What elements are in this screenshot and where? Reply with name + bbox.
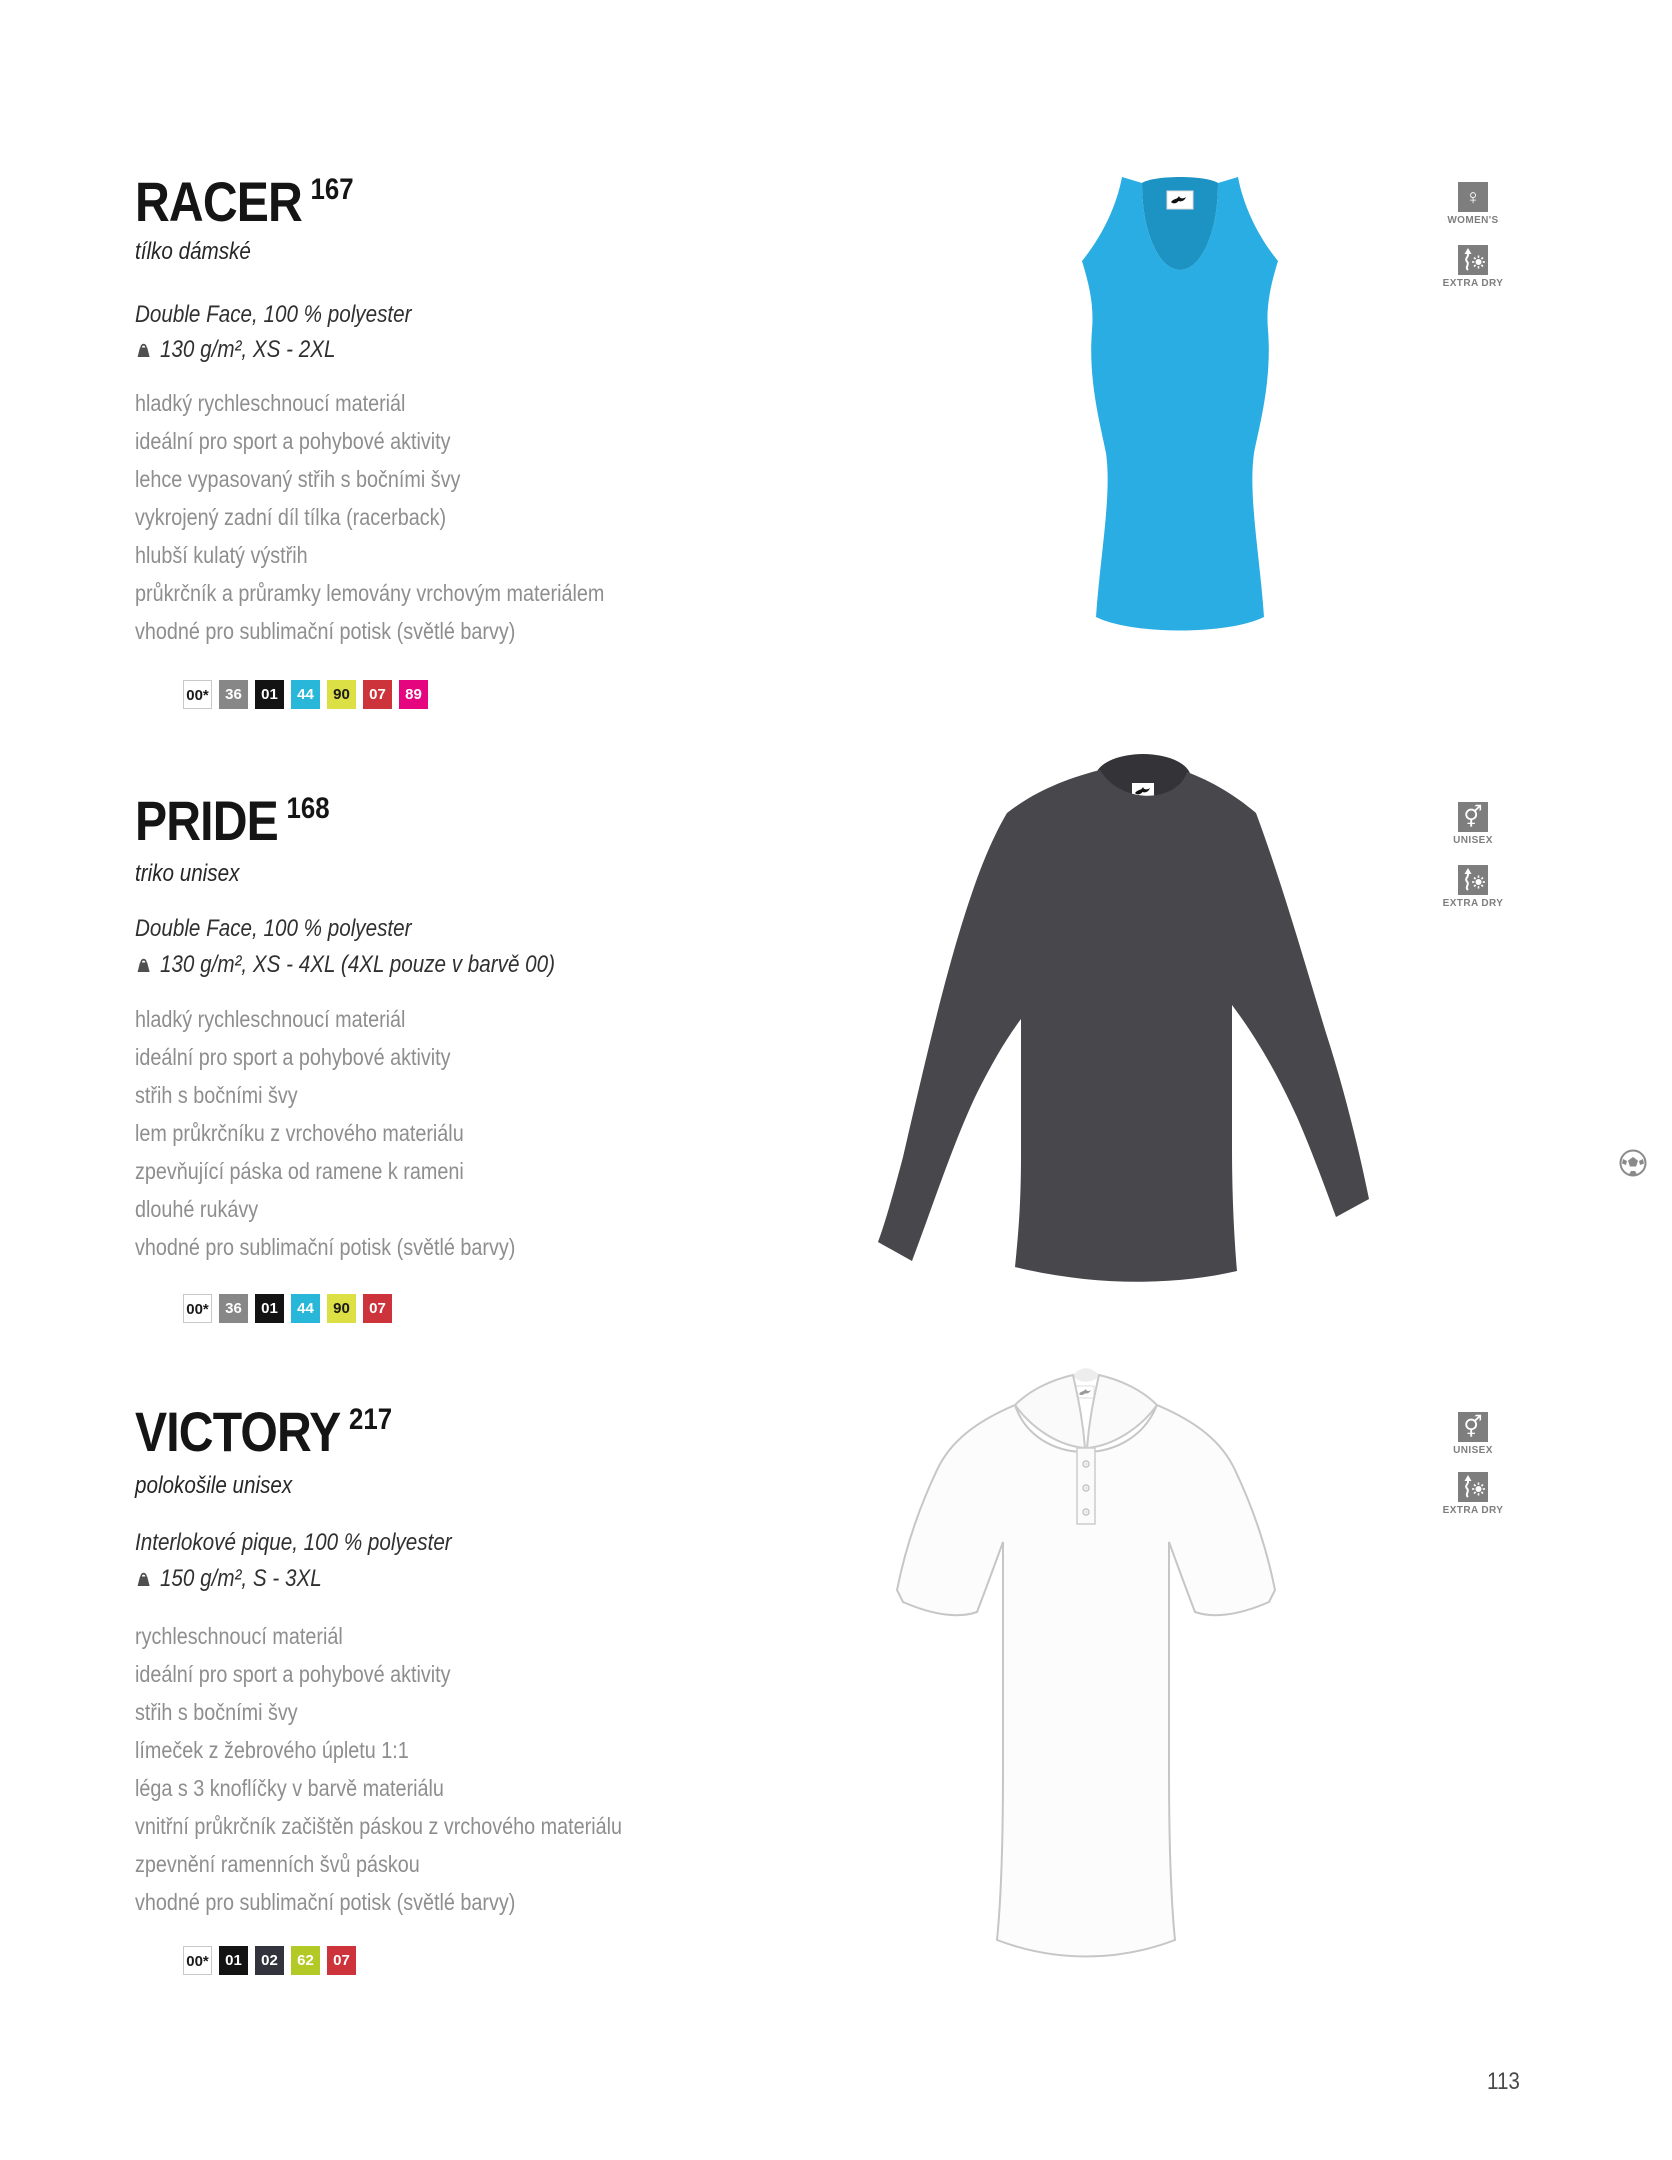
womens-icon bbox=[1458, 182, 1488, 212]
badge-label: UNISEX bbox=[1453, 835, 1493, 846]
color-swatch: 44 bbox=[291, 680, 320, 709]
product-name: VICTORY bbox=[135, 1400, 341, 1463]
color-swatch: 00* bbox=[183, 1946, 212, 1975]
feature-line: hlubší kulatý výstřih bbox=[135, 542, 308, 568]
badge-label: EXTRA DRY bbox=[1442, 898, 1504, 909]
product-photo-pride-long-sleeve bbox=[815, 675, 1375, 1305]
product-name: RACER bbox=[135, 170, 302, 233]
feature-line: ideální pro sport a pohybové aktivity bbox=[135, 1044, 451, 1070]
color-swatch: 00* bbox=[183, 1294, 212, 1323]
product-weight-sizes: 130 g/m², XS - 2XL bbox=[159, 336, 336, 363]
badge-label: UNISEX bbox=[1453, 1445, 1493, 1456]
product-photo-racer-tank-top bbox=[1060, 165, 1300, 655]
product-material: Interlokové pique, 100 % polyester bbox=[135, 1529, 452, 1556]
feature-line: vhodné pro sublimační potisk (světlé barvy) bbox=[135, 1889, 516, 1915]
feature-line: ideální pro sport a pohybové aktivity bbox=[135, 428, 451, 454]
color-swatch: 62 bbox=[291, 1946, 320, 1975]
color-swatch: 07 bbox=[363, 1294, 392, 1323]
feature-line: ideální pro sport a pohybové aktivity bbox=[135, 1661, 451, 1687]
extra-dry-glyph bbox=[1458, 865, 1488, 895]
feature-line: vnitřní průkrčník začištěn páskou z vrchového materiálu bbox=[135, 1813, 623, 1839]
weight-icon bbox=[135, 955, 152, 975]
product-title-racer bbox=[135, 170, 354, 233]
feature-line: zpevnění ramenních švů páskou bbox=[135, 1851, 420, 1877]
extra-dry-glyph bbox=[1458, 1472, 1488, 1502]
color-swatch: 36 bbox=[219, 1294, 248, 1323]
feature-line: vhodné pro sublimační potisk (světlé barvy) bbox=[135, 618, 516, 644]
product-weight-sizes: 150 g/m², S - 3XL bbox=[159, 1565, 322, 1592]
weight-icon bbox=[135, 340, 152, 360]
weight-icon bbox=[135, 1569, 152, 1589]
color-swatch: 90 bbox=[327, 680, 356, 709]
extra-dry-icon bbox=[1458, 245, 1488, 275]
color-swatch: 36 bbox=[219, 680, 248, 709]
color-swatch: 90 bbox=[327, 1294, 356, 1323]
female-symbol: ♀ bbox=[1465, 185, 1481, 209]
unisex-symbol: ⚥ bbox=[1463, 805, 1483, 829]
feature-line: lem průkrčníku z vrchového materiálu bbox=[135, 1120, 464, 1146]
badge-label: WOMEN'S bbox=[1447, 215, 1499, 226]
product-name: PRIDE bbox=[135, 789, 278, 852]
product-code: 217 bbox=[348, 1403, 393, 1436]
color-swatch: 01 bbox=[255, 1294, 284, 1323]
feature-line: zpevňující páska od ramene k rameni bbox=[135, 1158, 464, 1184]
product-material: Double Face, 100 % polyester bbox=[135, 915, 412, 942]
page-number: 113 bbox=[1487, 2068, 1520, 2095]
feature-line: rychleschnoucí materiál bbox=[135, 1623, 343, 1649]
color-swatch-row bbox=[183, 680, 428, 709]
unisex-icon bbox=[1458, 802, 1488, 832]
polo-button bbox=[1083, 1509, 1089, 1515]
color-swatch: 00* bbox=[183, 680, 212, 709]
product-code: 168 bbox=[286, 792, 330, 825]
badge-label: EXTRA DRY bbox=[1442, 1505, 1504, 1516]
feature-line: léga s 3 knoflíčky v barvě materiálu bbox=[135, 1775, 444, 1801]
extra-dry-icon bbox=[1458, 865, 1488, 895]
product-features bbox=[135, 384, 604, 650]
product-weight-row bbox=[135, 953, 555, 977]
product-features bbox=[135, 1617, 622, 1921]
extra-dry-glyph bbox=[1458, 245, 1488, 275]
polo-button bbox=[1083, 1485, 1089, 1491]
product-features bbox=[135, 1000, 515, 1266]
feature-line: dlouhé rukávy bbox=[135, 1196, 259, 1222]
feature-line: límeček z žebrového úpletu 1:1 bbox=[135, 1737, 409, 1763]
color-swatch: 01 bbox=[255, 680, 284, 709]
feature-line: střih s bočními švy bbox=[135, 1699, 298, 1725]
product-weight-row bbox=[135, 338, 335, 362]
color-swatch: 07 bbox=[363, 680, 392, 709]
product-subtitle: triko unisex bbox=[135, 860, 240, 887]
feature-line: průkrčník a průramky lemovány vrchovým materiálem bbox=[135, 580, 605, 606]
color-swatch-row bbox=[183, 1294, 392, 1323]
product-code: 167 bbox=[310, 173, 354, 206]
polo-button bbox=[1083, 1461, 1089, 1467]
product-weight-row bbox=[135, 1567, 322, 1591]
color-swatch: 02 bbox=[255, 1946, 284, 1975]
product-photo-victory-polo bbox=[855, 1340, 1315, 1985]
unisex-icon bbox=[1458, 1412, 1488, 1442]
feature-line: hladký rychleschnoucí materiál bbox=[135, 1006, 406, 1032]
extra-dry-icon bbox=[1458, 1472, 1488, 1502]
feature-line: lehce vypasovaný střih s bočními švy bbox=[135, 466, 461, 492]
feature-line: střih s bočními švy bbox=[135, 1082, 298, 1108]
product-subtitle: polokošile unisex bbox=[135, 1472, 293, 1499]
color-swatch: 44 bbox=[291, 1294, 320, 1323]
feature-line: vykrojený zadní díl tílka (racerback) bbox=[135, 504, 447, 530]
badge-label: EXTRA DRY bbox=[1442, 278, 1504, 289]
feature-line: vhodné pro sublimační potisk (světlé barvy) bbox=[135, 1234, 516, 1260]
color-swatch: 07 bbox=[327, 1946, 356, 1975]
product-subtitle: tílko dámské bbox=[135, 238, 251, 265]
unisex-symbol: ⚥ bbox=[1463, 1415, 1483, 1439]
product-title-pride bbox=[135, 789, 330, 852]
feature-line: hladký rychleschnoucí materiál bbox=[135, 390, 406, 416]
color-swatch: 89 bbox=[399, 680, 428, 709]
product-weight-sizes: 130 g/m², XS - 4XL (4XL pouze v barvě 00) bbox=[159, 951, 556, 978]
color-swatch: 01 bbox=[219, 1946, 248, 1975]
color-swatch-row bbox=[183, 1946, 356, 1975]
soccer-ball-icon bbox=[1618, 1148, 1648, 1178]
product-material: Double Face, 100 % polyester bbox=[135, 301, 412, 328]
product-title-victory bbox=[135, 1400, 393, 1463]
